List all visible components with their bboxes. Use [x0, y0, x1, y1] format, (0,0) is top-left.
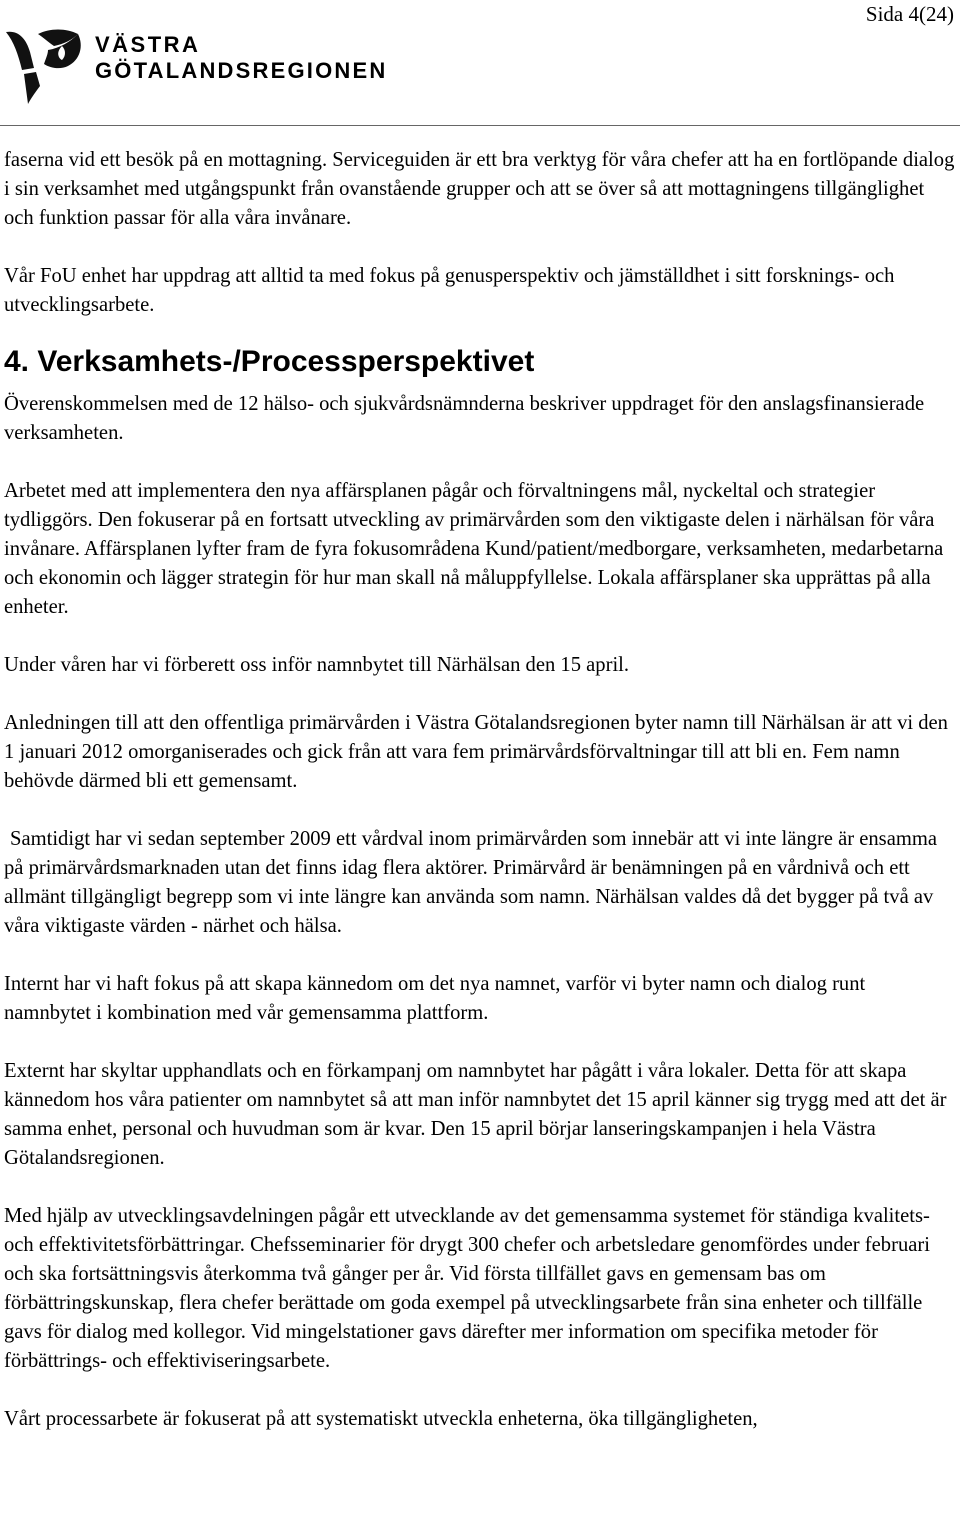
page-number: Sida 4(24) [865, 2, 954, 26]
paragraph: Anledningen till att den offentliga primärvården i Västra Götalandsregionen byter namn till Närhälsan är att vi den 1 januari 2012 omorganiserades och gick från att vara fem primärvårdsförvaltningar till att bli en. Fem namn behövde därmed bli ett gemensamt. [4, 712, 948, 792]
vgr-logo [4, 24, 394, 108]
paragraph: Arbetet med att implementera den nya affärsplanen pågår och förvaltningens mål, nyckeltal och strategier tydliggörs. Den fokuserar på en fortsatt utveckling av primärvården som den viktigaste delen i närhälsan för våra invånare. Affärsplanen lyfter fram de fyra fokusområdena Kund/patient/medborgare, verksamheten, medarbetarna och ekonomin och lägger strategin för hur man skall nå måluppfyllelse. Lokala affärsplaner ska upprättas på alla enheter. [4, 480, 944, 618]
paragraph: Vårt processarbete är fokuserat på att systematiskt utveckla enheterna, öka tillgängligheten, [4, 1408, 758, 1430]
header-divider [0, 125, 960, 126]
paragraph: Under våren har vi förberett oss inför namnbytet till Närhälsan den 15 april. [4, 654, 630, 676]
logo-text-line1: VÄSTRA [95, 32, 201, 57]
logo-text-line2: GÖTALANDSREGIONEN [95, 58, 388, 83]
paragraph: Externt har skyltar upphandlats och en förkampanj om namnbytet har pågått i våra lokaler. Detta för att skapa kännedom hos våra patienter om namnbytet så att man inför namnbytet det 15 april känner sig trygg med att det är samma enhet, personal och huvudman som är kvar. Den 15 april börjar lanseringskampanjen i hela Västra Götalandsregionen. [4, 1060, 947, 1169]
document-body [4, 146, 956, 1463]
paragraph: Vår FoU enhet har uppdrag att alltid ta med fokus på genusperspektiv och jämställdhet i sitt forsknings- och utvecklingsarbete. [4, 265, 895, 316]
section-heading: 4. Verksamhets-/Processperspektivet [4, 345, 535, 378]
paragraph: Med hjälp av utvecklingsavdelningen pågår ett utvecklande av det gemensamma systemet för ständiga kvalitets- och effektivitetsförbättringar. Chefsseminarier för drygt 300 chefer och arbetsledare genomfördes under februari och ska fortsättningsvis återkomma två gånger per år. Vid första tillfället gavs en gemensam bas om förbättringskunskap, flera chefer berättade om goda exempel på utvecklingsarbete från sina enheter och tillfälle gavs för dialog med kollegor. Vid mingelstationer gavs därefter mer information om specifika metoder för förbättrings- och effektiviseringsarbete. [4, 1205, 930, 1372]
paragraph: Internt har vi haft fokus på att skapa kännedom om det nya namnet, varför vi byter namn och dialog runt namnbytet i kombination med vår gemensamma plattform. [4, 973, 866, 1024]
paragraph: Överenskommelsen med de 12 hälso- och sjukvårdsnämnderna beskriver uppdraget för den anslagsfinansierade verksamheten. [4, 393, 925, 444]
paragraph: Samtidigt har vi sedan september 2009 ett vårdval inom primärvården som innebär att vi inte längre är ensamma på primärvårdsmarknaden utan det finns idag flera aktörer. Primärvård är benämningen på en vårdnivå och ett allmänt tillgängligt begrepp som vi inte längre kan använda som namn. Närhälsan valdes då det bygger på två av våra viktigaste värden - närhet och hälsa. [4, 828, 938, 937]
vgr-emblem-icon [4, 24, 92, 108]
paragraph: faserna vid ett besök på en mottagning. Serviceguiden är ett bra verktyg för våra chefer att ha en fortlöpande dialog i sin verksamhet med utgångspunkt från ovanstående grupper och att se över så att mottagningens tillgänglighet och funktion passar för alla våra invånare. [4, 149, 955, 229]
